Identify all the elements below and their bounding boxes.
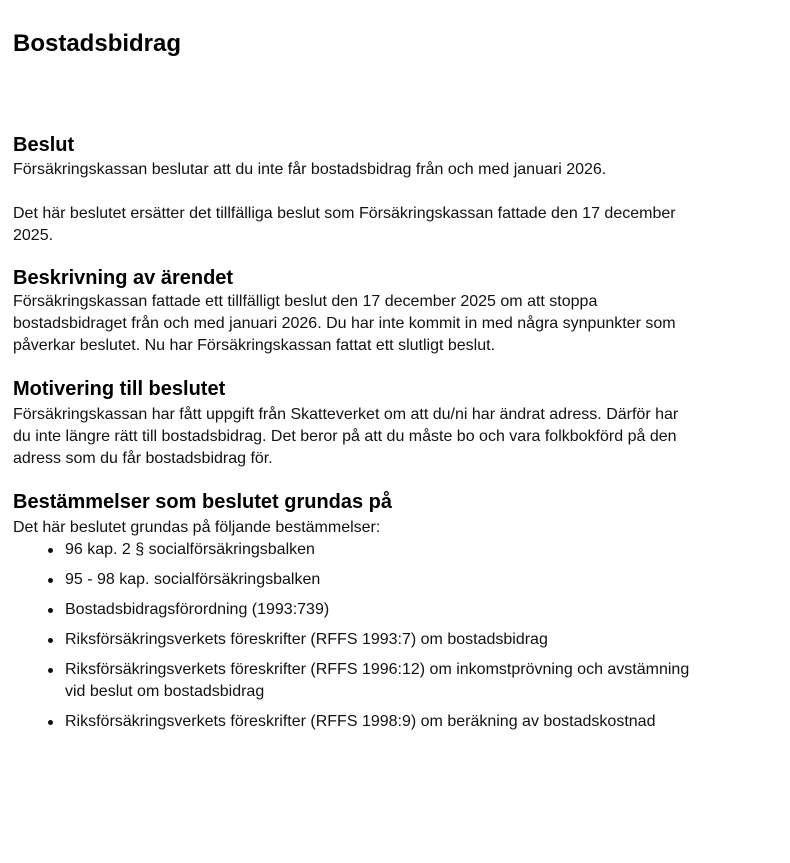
list-item-text: Riksförsäkringsverkets föreskrifter (RFFS 1996:12) om inkomstprövning och avstämning vid beslut om bostadsbidrag	[65, 661, 690, 700]
section-heading-motivering: Motivering till beslutet	[13, 378, 226, 400]
beslut-paragraph: Försäkringskassan beslutar att du inte får bostadsbidrag från och med januari 2026.	[13, 161, 607, 178]
list-item	[65, 659, 693, 703]
section-beslut	[13, 133, 693, 247]
beskrivning-paragraph: Försäkringskassan fattade ett tillfälligt beslut den 17 december 2025 om att stoppa bostadsbidraget från och med januari 2026. Du har inte kommit in med några synpunkter som påverkar beslutet. Nu har Försäkringskassan fattat ett slutligt beslut.	[13, 293, 676, 354]
bestammelser-intro: Det här beslutet grundas på följande bestämmelser:	[13, 519, 381, 536]
beslut-paragraph: Det här beslutet ersätter det tillfälliga beslut som Försäkringskassan fattade den 17 december 2025.	[13, 205, 676, 244]
bestammelser-list	[13, 539, 693, 733]
list-item	[65, 599, 693, 621]
bullet-icon	[48, 668, 53, 673]
section-beskrivning	[13, 266, 693, 357]
motivering-paragraph: Försäkringskassan har fått uppgift från Skatteverket om att du/ni har ändrat adress. Därför har du inte längre rätt till bostadsbidrag. Det beror på att du måste bo och vara folkbokförd på den adress som du får bostadsbidrag för.	[13, 406, 679, 467]
section-heading-beslut: Beslut	[13, 134, 75, 156]
list-item	[65, 569, 693, 591]
bullet-icon	[48, 548, 53, 553]
list-item	[65, 629, 693, 651]
bullet-icon	[48, 578, 53, 583]
document-title: Bostadsbidrag	[13, 30, 182, 57]
bullet-icon	[48, 720, 53, 725]
list-item-text: 95 - 98 kap. socialförsäkringsbalken	[65, 571, 321, 588]
list-item-text: 96 kap. 2 § socialförsäkringsbalken	[65, 541, 315, 558]
section-bestammelser	[13, 490, 693, 733]
section-motivering	[13, 377, 693, 470]
list-item	[65, 539, 693, 561]
bullet-icon	[48, 638, 53, 643]
list-item-text: Riksförsäkringsverkets föreskrifter (RFFS 1993:7) om bostadsbidrag	[65, 631, 548, 648]
section-heading-bestammelser: Bestämmelser som beslutet grundas på	[13, 491, 393, 513]
list-item-text: Riksförsäkringsverkets föreskrifter (RFFS 1998:9) om beräkning av bostadskostnad	[65, 713, 656, 730]
section-heading-beskrivning: Beskrivning av ärendet	[13, 267, 234, 289]
bullet-icon	[48, 608, 53, 613]
list-item-text: Bostadsbidragsförordning (1993:739)	[65, 601, 330, 618]
list-item	[65, 711, 693, 733]
